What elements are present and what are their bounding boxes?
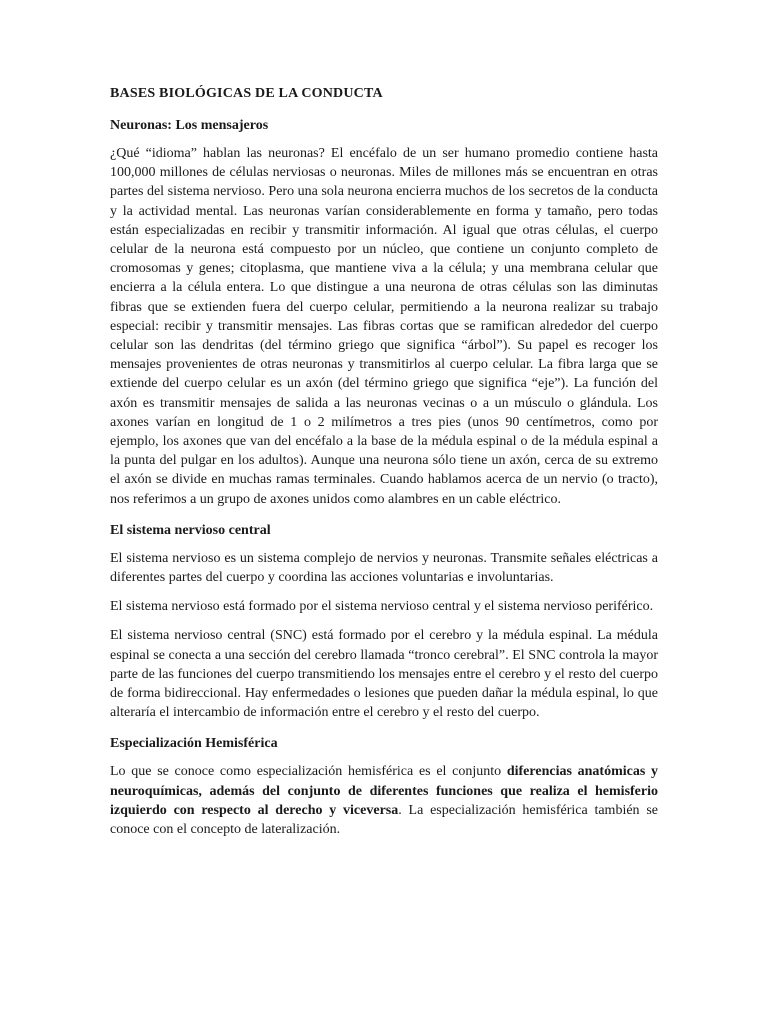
especializacion-bold: diferencias anatómicas y neuroquímicas, además del conjunto de diferentes funciones que realiza el hemisferio izquierdo con respecto al derecho y viceversa: [110, 764, 658, 818]
especializacion-outro: . La especialización hemisférica también se conoce con el concepto de lateralización.: [110, 802, 658, 838]
paragraph-snc-1: El sistema nervioso es un sistema complejo de nervios y neuronas. Transmite señales eléctricas a diferentes partes del cuerpo y coordina las acciones voluntarias e involuntarias.: [110, 550, 658, 586]
paragraph-neuronas: ¿Qué “idioma” hablan las neuronas? El encéfalo de un ser humano promedio contiene hasta 100,000 millones de células nerviosas o neuronas. Miles de millones más se encuentran en otras partes del sistema nervioso. Pero una sola neurona encierra muchos de los secretos de la conducta y la actividad mental. Las neuronas varían considerablemente en forma y tamaño, pero todas están especializadas en recibir y transmitir información. Al igual que otras células, el cuerpo celular de la neurona está compuesto por un núcleo, que contiene un conjunto completo de cromosomas y genes; citoplasma, que mantiene viva a la célula; y una membrana celular que encierra a la célula entera. Lo que distingue a una neurona de otras células son las diminutas fibras que se extienden fuera del cuerpo celular, permitiendo a la neurona realizar su trabajo especial: recibir y transmitir mensajes. Las fibras cortas que se ramifican alrededor del cuerpo celular son las dendritas (del término griego que significa “árbol”). Su papel es recoger los mensajes provenientes de otras neuronas y transmitirlos al cuerpo celular. La fibra larga que se extiende del cuerpo celular es un axón (del término griego que significa “eje”). La función del axón es transmitir mensajes de salida a las neuronas vecinas o a un músculo o glándula. Los axones varían en longitud de 1 o 2 milímetros a tres pies (unos 90 centímetros, como por ejemplo, los axones que van del encéfalo a la base de la médula espinal o de la médula espinal a la punta del pulgar en los adultos). Aunque una neurona sólo tiene un axón, cerca de su extremo el axón se divide en muchas ramas terminales. Cuando hablamos acerca de un nervio (o tracto), nos referimos a un grupo de axones unidos como alambres en un cable eléctrico.: [110, 146, 658, 507]
paragraph-snc-2: El sistema nervioso está formado por el sistema nervioso central y el sistema nervioso periférico.: [110, 599, 654, 615]
paragraph-especializacion: [110, 762, 658, 839]
especializacion-intro: Lo que se conoce como especialización hemisférica es el conjunto: [110, 764, 507, 780]
section-heading-neuronas: Neuronas: Los mensajeros: [110, 118, 269, 133]
section-heading-especializacion: Especialización Hemisférica: [110, 736, 278, 752]
document-title: BASES BIOLÓGICAS DE LA CONDUCTA: [110, 86, 383, 101]
section-heading-snc: El sistema nervioso central: [110, 522, 271, 538]
paragraph-snc-3: El sistema nervioso central (SNC) está formado por el cerebro y la médula espinal. La médula espinal se conecta a una sección del cerebro llamada “tronco cerebral”. El SNC controla la mayor parte de las funciones del cuerpo transmitiendo los mensajes entre el cerebro y el resto del cuerpo de forma bidireccional. Hay enfermedades o lesiones que pueden dañar la médula espinal, lo que alteraría el intercambio de información entre el cerebro y el resto del cuerpo.: [110, 628, 658, 721]
